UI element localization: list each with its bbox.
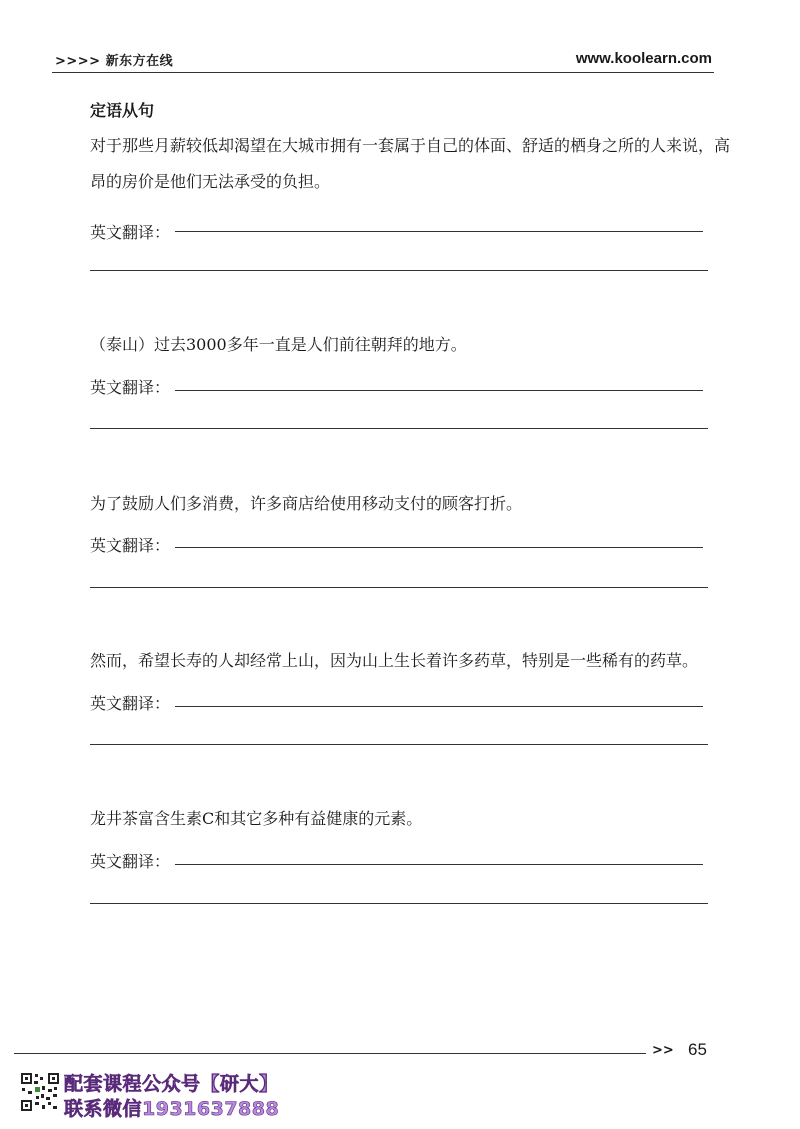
sentence-4: 然而，希望长寿的人却经常上山，因为山上生长着许多药草，特别是一些稀有的药草。 <box>90 651 699 670</box>
answer-line-2a[interactable] <box>175 390 703 391</box>
answer-line-3a[interactable] <box>175 547 703 548</box>
answer-label-2: 英文翻译： <box>90 378 171 397</box>
header-brand: >>>> 新东方在线 <box>55 54 174 69</box>
footer-arrows: >> <box>652 1043 674 1058</box>
watermark-line-2: 联系微信1931637888 <box>64 1098 280 1120</box>
answer-line-5a[interactable] <box>175 864 703 865</box>
watermark-line-1: 配套课程公众号【研大】 <box>64 1073 279 1095</box>
sentence-5: 龙井茶富含生素C和其它多种有益健康的元素。 <box>90 809 423 828</box>
sentence-3: 为了鼓励人们多消费，许多商店给使用移动支付的顾客打折。 <box>90 494 523 513</box>
answer-label-1: 英文翻译： <box>90 223 171 242</box>
answer-line-5b[interactable] <box>90 903 708 904</box>
header-rule <box>52 72 714 73</box>
page-number: 65 <box>688 1040 707 1059</box>
sentence-1: 对于那些月薪较低却渴望在大城市拥有一套属于自己的体面、舒适的栖身之所的人来说，高昂的房价是他们无法承受的负担。 <box>90 136 731 191</box>
answer-line-4a[interactable] <box>175 706 703 707</box>
answer-label-3: 英文翻译： <box>90 536 171 555</box>
answer-line-2b[interactable] <box>90 428 708 429</box>
section-title: 定语从句 <box>90 101 155 120</box>
answer-line-1a[interactable] <box>175 231 703 232</box>
answer-label-5: 英文翻译： <box>90 852 171 871</box>
answer-label-4: 英文翻译： <box>90 694 171 713</box>
qr-code-icon <box>20 1072 60 1112</box>
answer-line-3b[interactable] <box>90 587 708 588</box>
answer-line-1b[interactable] <box>90 270 708 271</box>
answer-line-4b[interactable] <box>90 744 708 745</box>
sentence-2: （泰山）过去3000多年一直是人们前往朝拜的地方。 <box>90 335 467 354</box>
header-website[interactable]: www.koolearn.com <box>575 50 712 67</box>
footer-rule <box>14 1053 646 1054</box>
